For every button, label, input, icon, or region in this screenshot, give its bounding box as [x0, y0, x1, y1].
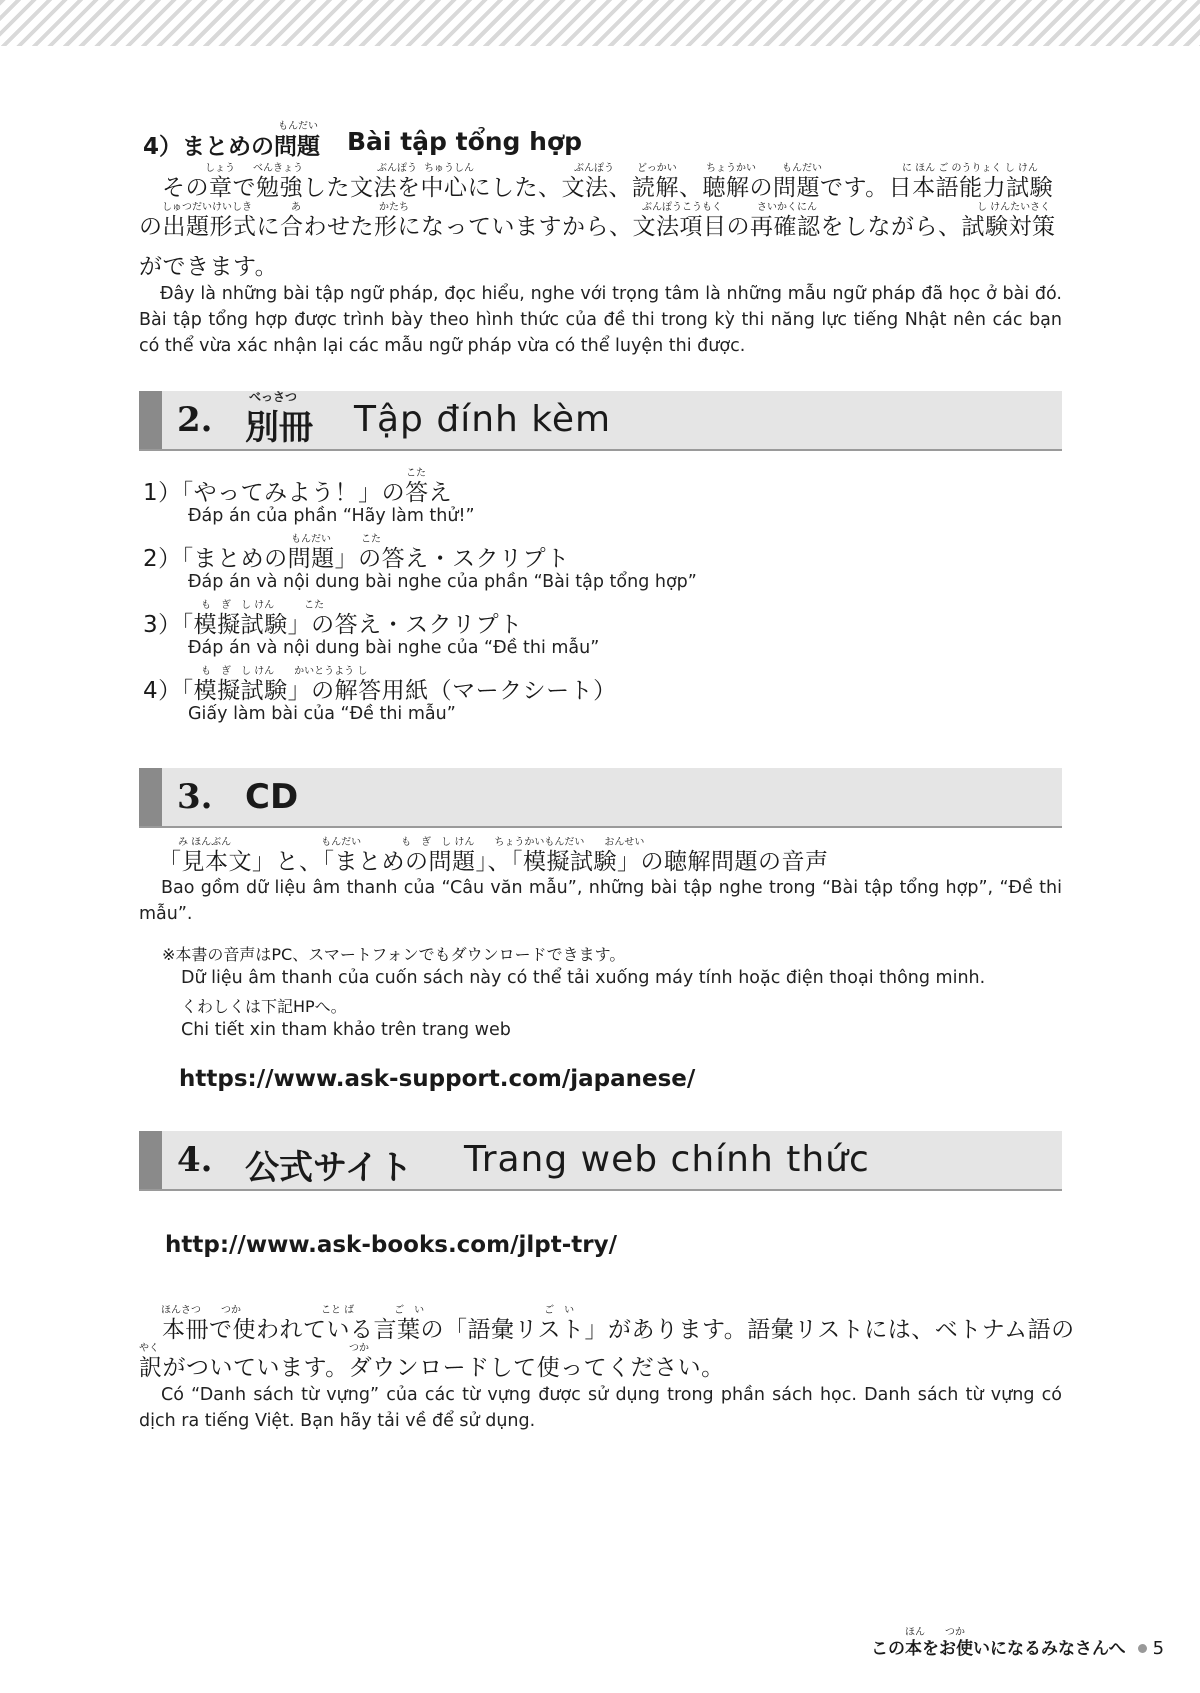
item4-jp: 4）「模擬試験」の解答用紙（マークシート）: [143, 678, 617, 704]
note-vn-2: Chi tiết xin tham khảo trên trang web: [181, 1020, 511, 1040]
section3-number: 3.: [177, 777, 213, 817]
ruby-line1-c: ぶんぽう: [377, 163, 417, 174]
ruby-line2-e: さいかくにん: [757, 202, 817, 213]
ruby-line1-f: どっかい: [637, 163, 677, 174]
note-jp-1: ※本書の音声はPC、スマートフォンでもダウンロードできます。: [162, 945, 626, 964]
bullet-dot-icon: [1138, 1644, 1147, 1653]
section4-title-vn: Trang web chính thức: [464, 1139, 870, 1180]
matome-jp-line2: の出題形式に合わせた形になっていますから、文法項目の再確認をしながら、試験対策: [139, 214, 1056, 240]
section2-title-ruby: べっさつ: [249, 390, 298, 404]
item2-jp: 2）「まとめの問題」の答え・スクリプト: [143, 546, 570, 572]
item4-vn: Giấy làm bài của “Đề thi mẫu”: [188, 704, 456, 724]
item4-ruby: も ぎ し けん かいとうよう し: [201, 666, 368, 677]
ruby-line1-d: ちゅうしん: [424, 163, 474, 174]
top-decorative-stripe: [0, 0, 1200, 46]
item3-jp: 3）「模擬試験」の答え・スクリプト: [143, 612, 523, 638]
ruby-line1-e: ぶんぽう: [574, 163, 614, 174]
section4-jp-line2: 訳がついています。ダウンロードして使ってください。: [139, 1355, 725, 1381]
section2-title-jp: 別冊: [245, 408, 313, 448]
section3-vn-text: Bao gồm dữ liệu âm thanh của “Câu văn mẫu”, những bài tập nghe trong “Bài tập tổng hợp”, “Đề thi mẫu”.: [139, 878, 1062, 924]
section3-jp-line: 「見本文」と、「まとめの問題」、「模擬試験」の聴解問題の音声: [158, 849, 829, 875]
item1-jp: 1）「やってみよう！」の答え: [143, 480, 453, 506]
section4-ruby-line2: やく つか: [139, 1343, 369, 1354]
matome-jp-line1: その章で勉強した文法を中心にした、文法、読解、聴解の問題です。日本語能力試験: [162, 175, 1054, 201]
section4-number: 4.: [177, 1140, 213, 1180]
note-jp-2: くわしくは下記HPへ。: [181, 997, 347, 1016]
section3-title: CD: [245, 777, 299, 817]
section3-header: [139, 768, 1062, 828]
item3-ruby: も ぎ し けん こた: [201, 600, 325, 611]
section2-header: [139, 391, 1062, 451]
ruby-line2-a: しゅつだいけいしき: [162, 202, 252, 213]
item2-ruby: もんだい こた: [291, 534, 381, 545]
ruby-line1-b: べんきょう: [253, 163, 303, 174]
page-number: 5: [1152, 1638, 1165, 1659]
section4-vn-text: Có “Danh sách từ vựng” của các từ vựng được sử dụng trong phần sách học. Danh sách từ vựng có dịch ra tiếng Việt. Bạn hãy tải về để sử dụng.: [139, 1385, 1062, 1431]
section3-jp-ruby: み ほんぶん もんだい も ぎ し けん ちょうかいもんだい おんせい: [178, 837, 645, 848]
item2-vn: Đáp án và nội dung bài nghe của phần “Bài tập tổng hợp”: [188, 572, 697, 592]
ruby-line2-c: かたち: [379, 202, 409, 213]
item3-vn: Đáp án và nội dung bài nghe của “Đề thi mẫu”: [188, 638, 600, 658]
section4-jp-line1: 本冊で使われている言葉の「語彙リスト」があります。語彙リストには、ベトナム語の: [162, 1317, 1075, 1343]
item1-ruby: こた: [406, 468, 426, 479]
heading-ruby: もんだい: [278, 121, 318, 132]
matome-heading-vn: Bài tập tổng hợp: [347, 127, 583, 156]
ruby-line2-d: ぶんぽうこうもく: [642, 202, 722, 213]
note-vn-1: Dữ liệu âm thanh của cuốn sách này có thể tải xuống máy tính hoặc điện thoại thông minh.: [181, 968, 986, 988]
section4-ruby-line1: ほんさつ つか こと ば ご い ご い: [161, 1305, 575, 1316]
matome-heading-jp: 4）まとめの問題: [143, 134, 321, 160]
matome-vn-text: Đây là những bài tập ngữ pháp, đọc hiểu, nghe với trọng tâm là những mẫu ngữ pháp đã học ở bài đó. Bài tập tổng hợp được trình bày theo hình thức của đề thi trong kỳ thi năng lực tiếng Nhật nên các bạn có thể vừa xác nhận lại các mẫu ngữ pháp vừa có thể luyện thi được.: [139, 284, 1062, 356]
ruby-line1-i: に ほん ご のうりょく し けん: [902, 163, 1038, 174]
support-url-link[interactable]: https://www.ask-support.com/japanese/: [179, 1066, 696, 1092]
section2-title-vn: Tập đính kèm: [354, 399, 612, 440]
section4-header: [139, 1131, 1062, 1191]
footer-text: この本をお使いになるみなさんへ: [871, 1639, 1126, 1659]
section2-number: 2.: [177, 400, 213, 440]
item1-vn: Đáp án của phần “Hãy làm thử!”: [188, 506, 475, 526]
official-site-url-link[interactable]: http://www.ask-books.com/jlpt-try/: [165, 1232, 617, 1258]
section4-title-jp: 公式サイト: [245, 1148, 413, 1188]
footer-running-title: [871, 1634, 1164, 1659]
ruby-line1-a: しょう: [205, 163, 235, 174]
ruby-line2-f: し けんたいさく: [977, 202, 1051, 213]
ruby-line1-g: ちょうかい: [706, 163, 756, 174]
ruby-line1-h: もんだい: [782, 163, 822, 174]
footer-ruby: ほん つか: [905, 1627, 965, 1638]
matome-jp-line3: ができます。: [139, 254, 279, 280]
ruby-line2-b: あ: [291, 202, 301, 213]
